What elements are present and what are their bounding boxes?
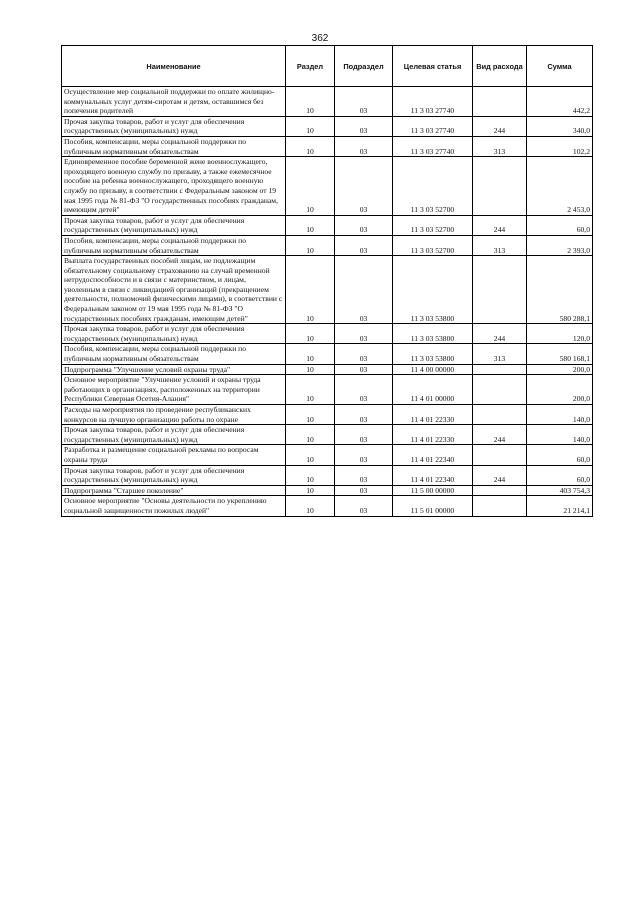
table-row xyxy=(62,256,593,324)
cell-subsection: 03 xyxy=(335,465,393,485)
cell-sum: 340,0 xyxy=(527,116,593,136)
cell-name: Прочая закупка товаров, работ и услуг для обеспечения государственных (муниципальных) нужд xyxy=(62,116,286,136)
cell-section: 10 xyxy=(286,465,335,485)
cell-section: 10 xyxy=(286,445,335,465)
cell-subsection: 03 xyxy=(335,364,393,375)
table-row xyxy=(62,465,593,485)
cell-name: Расходы на мероприятия по проведение республиканских конкурсов на лучшую организацию работы по охране xyxy=(62,405,286,425)
table-row xyxy=(62,324,593,344)
cell-subsection: 03 xyxy=(335,136,393,156)
cell-sum: 200,0 xyxy=(527,364,593,375)
table-row xyxy=(62,445,593,465)
cell-section: 10 xyxy=(286,425,335,445)
cell-expense-type xyxy=(473,256,527,324)
cell-target: 11 3 03 52700 xyxy=(393,215,473,235)
cell-section: 10 xyxy=(286,235,335,255)
cell-target: 11 5 00 00000 xyxy=(393,485,473,496)
cell-expense-type: 313 xyxy=(473,235,527,255)
cell-subsection: 03 xyxy=(335,235,393,255)
cell-sum: 21 214,1 xyxy=(527,496,593,516)
cell-section: 10 xyxy=(286,157,335,216)
cell-target: 11 3 03 53800 xyxy=(393,256,473,324)
cell-target: 11 4 01 22340 xyxy=(393,445,473,465)
cell-sum: 442,2 xyxy=(527,87,593,117)
cell-subsection: 03 xyxy=(335,215,393,235)
cell-section: 10 xyxy=(286,405,335,425)
cell-name: Единовременное пособие беременной жене военнослужащего, проходящего военную службу по призыву, а также ежемесячное пособие на ребенка военнослужащего, проходящего военную службу по призыву, в соответствии с Федеральным законом от 19 мая 1995 года № 81-ФЗ "О государственных пособиях гражданам, имеющим детей" xyxy=(62,157,286,216)
cell-name: Подпрограмма "Старшее поколение" xyxy=(62,485,286,496)
table-row xyxy=(62,235,593,255)
cell-target: 11 4 01 22330 xyxy=(393,405,473,425)
cell-expense-type: 244 xyxy=(473,425,527,445)
cell-subsection: 03 xyxy=(335,87,393,117)
cell-target: 11 3 03 27740 xyxy=(393,116,473,136)
cell-section: 10 xyxy=(286,375,335,405)
cell-sum: 140,0 xyxy=(527,405,593,425)
cell-sum: 60,0 xyxy=(527,465,593,485)
table-row xyxy=(62,344,593,364)
cell-name: Прочая закупка товаров, работ и услуг для обеспечения государственных (муниципальных) нужд xyxy=(62,465,286,485)
cell-subsection: 03 xyxy=(335,157,393,216)
cell-expense-type: 244 xyxy=(473,465,527,485)
cell-sum: 403 754,3 xyxy=(527,485,593,496)
table-row xyxy=(62,425,593,445)
table-row xyxy=(62,136,593,156)
cell-expense-type xyxy=(473,485,527,496)
cell-subsection: 03 xyxy=(335,256,393,324)
cell-sum: 102,2 xyxy=(527,136,593,156)
cell-expense-type xyxy=(473,375,527,405)
cell-expense-type: 313 xyxy=(473,136,527,156)
col-header-name: Наименование xyxy=(62,46,286,87)
cell-target: 11 3 03 27740 xyxy=(393,136,473,156)
table-row xyxy=(62,496,593,516)
cell-name: Пособия, компенсации, меры социальной поддержки по публичным нормативным обязательствам xyxy=(62,136,286,156)
cell-section: 10 xyxy=(286,87,335,117)
cell-section: 10 xyxy=(286,485,335,496)
cell-sum: 580 168,1 xyxy=(527,344,593,364)
col-header-sum: Сумма xyxy=(527,46,593,87)
cell-target: 11 4 01 22340 xyxy=(393,465,473,485)
cell-expense-type: 244 xyxy=(473,215,527,235)
table-row xyxy=(62,405,593,425)
cell-name: Основное мероприятие "Улучшение условий и охраны труда работающих в организациях, расположенных на территории Республики Северная Осетия-Алания" xyxy=(62,375,286,405)
col-header-target: Целевая статья xyxy=(393,46,473,87)
cell-expense-type xyxy=(473,405,527,425)
cell-section: 10 xyxy=(286,256,335,324)
col-header-expense-type: Вид расхода xyxy=(473,46,527,87)
cell-name: Выплата государственных пособий лицам, не подлежащим обязательному социальному страхованию на случай временной нетрудоспособности и в связи с материнством, и лицам, уволенным в связи с ликвидацией организаций (прекращением деятельности, полномочий физическими лицами), в соответствии с Федеральным законом от 19 мая 1995 года № 81-ФЗ "О государственных пособиях гражданам, имеющим детей" xyxy=(62,256,286,324)
table-row xyxy=(62,375,593,405)
cell-subsection: 03 xyxy=(335,405,393,425)
cell-sum: 200,0 xyxy=(527,375,593,405)
cell-expense-type: 244 xyxy=(473,324,527,344)
cell-expense-type xyxy=(473,157,527,216)
cell-name: Пособия, компенсации, меры социальной поддержки по публичным нормативным обязательствам xyxy=(62,235,286,255)
cell-sum: 580 288,1 xyxy=(527,256,593,324)
cell-target: 11 5 01 00000 xyxy=(393,496,473,516)
cell-section: 10 xyxy=(286,136,335,156)
col-header-subsection: Подраздел xyxy=(335,46,393,87)
cell-name: Подпрограмма "Улучшение условий охраны труда" xyxy=(62,364,286,375)
cell-subsection: 03 xyxy=(335,344,393,364)
cell-name: Пособия, компенсации, меры социальной поддержки по публичным нормативным обязательствам xyxy=(62,344,286,364)
cell-name: Прочая закупка товаров, работ и услуг для обеспечения государственных (муниципальных) нужд xyxy=(62,324,286,344)
table-row xyxy=(62,215,593,235)
cell-expense-type: 244 xyxy=(473,116,527,136)
page-number: 362 xyxy=(311,33,329,44)
cell-section: 10 xyxy=(286,496,335,516)
col-header-section: Раздел xyxy=(286,46,335,87)
cell-subsection: 03 xyxy=(335,116,393,136)
cell-expense-type: 313 xyxy=(473,344,527,364)
cell-section: 10 xyxy=(286,215,335,235)
cell-sum: 60,0 xyxy=(527,445,593,465)
table-row xyxy=(62,157,593,216)
cell-target: 11 3 03 52700 xyxy=(393,157,473,216)
cell-subsection: 03 xyxy=(335,445,393,465)
cell-target: 11 4 01 22330 xyxy=(393,425,473,445)
cell-name: Основное мероприятие "Основы деятельности по укреплению социальной защищенности пожилых людей" xyxy=(62,496,286,516)
budget-table xyxy=(61,45,593,517)
cell-section: 10 xyxy=(286,364,335,375)
cell-target: 11 3 03 53800 xyxy=(393,324,473,344)
cell-expense-type xyxy=(473,364,527,375)
cell-expense-type xyxy=(473,496,527,516)
cell-subsection: 03 xyxy=(335,425,393,445)
cell-subsection: 03 xyxy=(335,375,393,405)
cell-subsection: 03 xyxy=(335,496,393,516)
cell-target: 11 3 03 53800 xyxy=(393,344,473,364)
cell-expense-type xyxy=(473,87,527,117)
cell-sum: 60,0 xyxy=(527,215,593,235)
table-row xyxy=(62,485,593,496)
cell-name: Прочая закупка товаров, работ и услуг для обеспечения государственных (муниципальных) нужд xyxy=(62,215,286,235)
cell-name: Прочая закупка товаров, работ и услуг для обеспечения государственных (муниципальных) нужд xyxy=(62,425,286,445)
cell-sum: 120,0 xyxy=(527,324,593,344)
cell-target: 11 4 01 00000 xyxy=(393,375,473,405)
cell-name: Осуществление мер социальной поддержки по оплате жилищно-коммунальных услуг детям-сиротам и детям, оставшимся без попечения родителей xyxy=(62,87,286,117)
cell-subsection: 03 xyxy=(335,324,393,344)
cell-subsection: 03 xyxy=(335,485,393,496)
cell-target: 11 3 03 27740 xyxy=(393,87,473,117)
cell-section: 10 xyxy=(286,116,335,136)
cell-target: 11 4 00 00000 xyxy=(393,364,473,375)
cell-sum: 140,0 xyxy=(527,425,593,445)
cell-name: Разработка и размещение социальной рекламы по вопросам охраны труда xyxy=(62,445,286,465)
table-row xyxy=(62,364,593,375)
table-row xyxy=(62,116,593,136)
cell-section: 10 xyxy=(286,344,335,364)
cell-section: 10 xyxy=(286,324,335,344)
cell-target: 11 3 03 52700 xyxy=(393,235,473,255)
cell-sum: 2 393,0 xyxy=(527,235,593,255)
cell-sum: 2 453,0 xyxy=(527,157,593,216)
table-header-row xyxy=(62,46,593,87)
cell-expense-type xyxy=(473,445,527,465)
table-row xyxy=(62,87,593,117)
